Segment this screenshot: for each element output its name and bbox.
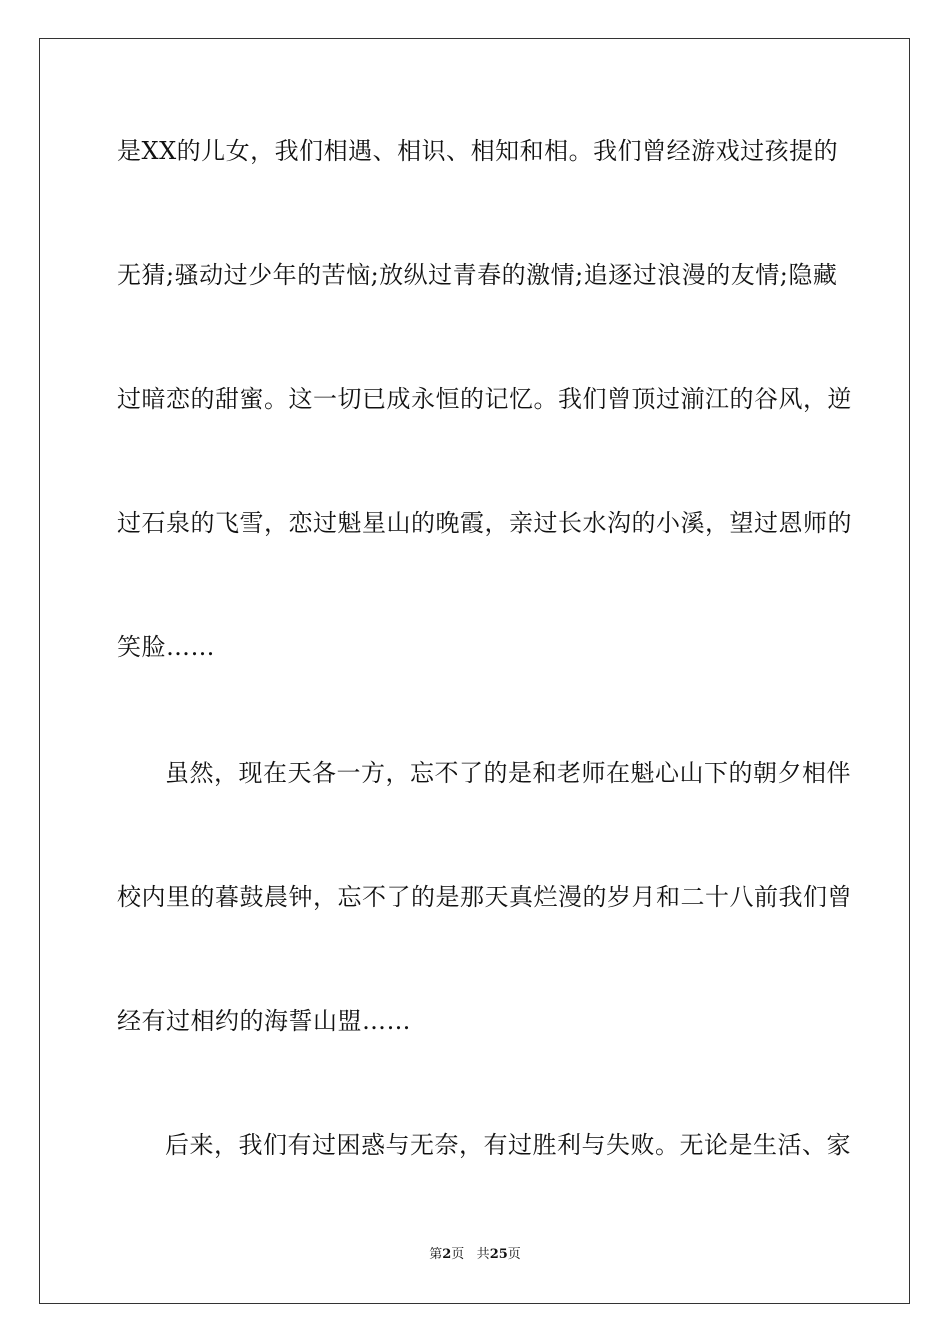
- page-number: 2: [442, 1247, 452, 1262]
- text-line: 校内里的暮鼓晨钟，忘不了的是那天真烂漫的岁月和二十八前我们曾: [117, 883, 852, 911]
- total-suffix: 页: [507, 1247, 521, 1262]
- text-line: 无猜;骚动过少年的苦恼;放纵过青春的激情;追逐过浪漫的友情;隐藏: [117, 261, 838, 289]
- total-pages: 25: [489, 1247, 508, 1262]
- text-line: 是XX的儿女，我们相遇、相识、相知和相。我们曾经游戏过孩提的: [117, 137, 839, 165]
- page-border: [39, 38, 910, 1304]
- paragraph-first-line: 虽然，现在天各一方，忘不了的是和老师在魁心山下的朝夕相伴: [165, 759, 851, 787]
- paragraph-first-line: 后来，我们有过困惑与无奈，有过胜利与失败。无论是生活、家: [165, 1131, 851, 1159]
- page-suffix: 页: [451, 1247, 465, 1262]
- page-footer: [0, 1246, 950, 1264]
- text-line: 笑脸……: [117, 633, 215, 661]
- text-line: 过石泉的飞雪，恋过魁星山的晚霞，亲过长水沟的小溪，望过恩师的: [117, 509, 852, 537]
- page-prefix: 第: [429, 1247, 443, 1262]
- total-prefix: 共: [476, 1247, 490, 1262]
- text-line: 过暗恋的甜蜜。这一切已成永恒的记忆。我们曾顶过湔江的谷风，逆: [117, 385, 852, 413]
- text-line: 经有过相约的海誓山盟……: [117, 1007, 411, 1035]
